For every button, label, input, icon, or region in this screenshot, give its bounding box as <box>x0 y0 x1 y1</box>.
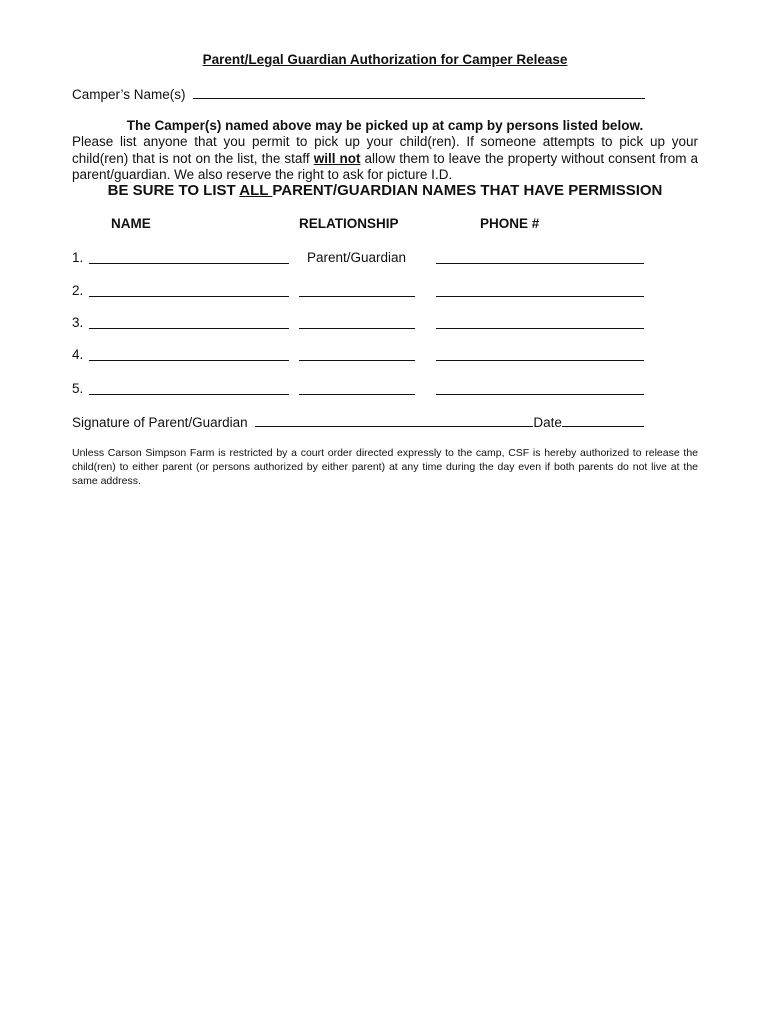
campers-name-label: Camper’s Name(s) <box>72 87 186 102</box>
name-field[interactable] <box>89 317 289 329</box>
phone-field[interactable] <box>436 383 644 395</box>
intro-emphasis: will not <box>313 150 361 166</box>
row-number: 2. <box>72 283 84 298</box>
signature-row <box>72 414 644 430</box>
row-number: 5. <box>72 381 84 396</box>
name-field[interactable] <box>89 383 289 395</box>
form-title: Parent/Legal Guardian Authorization for Camper Release <box>202 52 568 67</box>
intro-statement: The Camper(s) named above may be picked up at camp by persons listed below. <box>126 118 644 133</box>
row-number: 1. <box>72 250 84 265</box>
relationship-value: Parent/Guardian <box>307 250 407 265</box>
signature-field[interactable] <box>255 414 533 427</box>
column-header-relationship: RELATIONSHIP <box>299 216 399 231</box>
row-number: 3. <box>72 315 84 330</box>
relationship-field[interactable] <box>299 285 415 297</box>
name-field[interactable] <box>89 252 289 264</box>
contact-row <box>72 315 672 333</box>
date-label: Date <box>533 415 562 430</box>
heading-prefix: BE SURE TO LIST <box>107 182 240 199</box>
relationship-field[interactable] <box>299 383 415 395</box>
campers-name-field[interactable] <box>193 86 645 99</box>
intro-paragraph <box>72 134 698 184</box>
intro-text-part-1: Please list anyone that you permit to pick up your child(ren). If someone attempts to pick up your child(ren) that is not on the list, the staff <box>72 134 698 166</box>
phone-field[interactable] <box>436 349 644 361</box>
contact-row <box>72 250 672 268</box>
phone-field[interactable] <box>436 285 644 297</box>
name-field[interactable] <box>89 285 289 297</box>
permission-heading <box>0 182 770 199</box>
phone-field[interactable] <box>436 317 644 329</box>
campers-name-row <box>72 86 645 102</box>
relationship-field[interactable] <box>299 349 415 361</box>
name-field[interactable] <box>89 349 289 361</box>
release-disclaimer: Unless Carson Simpson Farm is restricted by a court order directed expressly to the camp, CSF is hereby authorized to release the child(ren) to either parent (or persons authorized by either parent) at any time during the day even if both parents do not live at the same address. <box>72 447 698 487</box>
phone-field[interactable] <box>436 252 644 264</box>
contact-row <box>72 381 672 399</box>
signature-label: Signature of Parent/Guardian <box>72 415 248 430</box>
contact-row <box>72 283 672 301</box>
contact-row <box>72 347 672 365</box>
relationship-field[interactable] <box>299 317 415 329</box>
column-header-name: NAME <box>111 216 151 231</box>
column-header-phone: PHONE # <box>480 216 540 231</box>
heading-emphasis: ALL <box>239 182 273 199</box>
row-number: 4. <box>72 347 84 362</box>
date-field[interactable] <box>562 414 644 427</box>
intro-text-part-2: allow them to leave the property without consent from a parent/guardian. We also reserve the right to ask for picture I.D. <box>72 150 698 182</box>
heading-suffix: PARENT/GUARDIAN NAMES THAT HAVE PERMISSION <box>272 182 663 199</box>
